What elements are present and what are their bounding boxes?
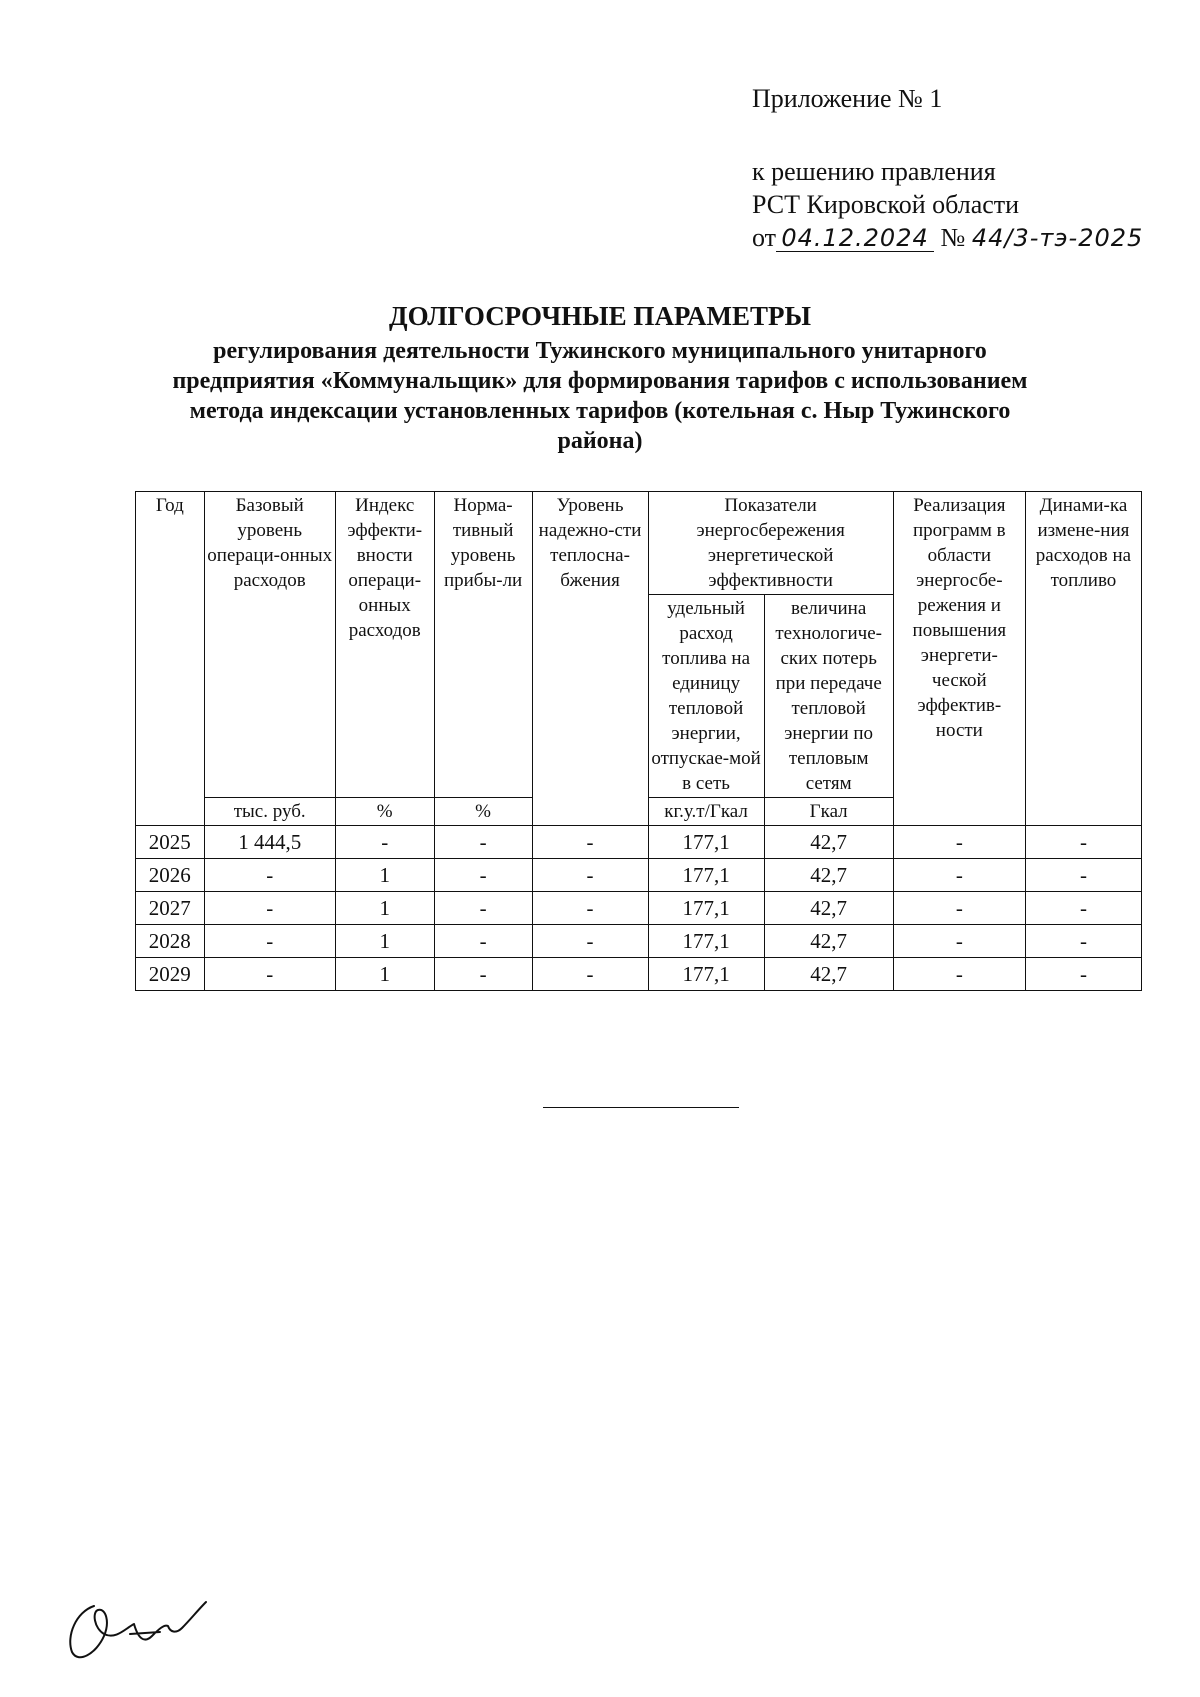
- cell-year: 2029: [136, 958, 205, 991]
- unit-index: %: [335, 798, 434, 826]
- cell-losses: 42,7: [764, 826, 893, 859]
- document-subtitle: регулирования деятельности Тужинского муниципального унитарного предприятия «Коммунальщик» для формирования тарифов с использованием метода индексации установленных тарифов (котельная с. Ныр Тужинского района): [172, 338, 1028, 454]
- cell-reliability: -: [532, 826, 648, 859]
- cell-dynamics: -: [1025, 826, 1141, 859]
- cell-fuel: 177,1: [648, 859, 764, 892]
- cell-base: 1 444,5: [204, 826, 335, 859]
- cell-programs: -: [893, 925, 1025, 958]
- handwritten-date: 04.12.2024: [776, 225, 934, 252]
- cell-index: 1: [335, 925, 434, 958]
- header-energy-indicators: Показатели энергосбережения энергетической эффективности: [648, 492, 893, 595]
- cell-reliability: -: [532, 958, 648, 991]
- cell-base: -: [204, 958, 335, 991]
- cell-year: 2026: [136, 859, 205, 892]
- cell-index: 1: [335, 859, 434, 892]
- cell-profit: -: [434, 958, 532, 991]
- cell-programs: -: [893, 892, 1025, 925]
- cell-dynamics: -: [1025, 859, 1141, 892]
- cell-dynamics: -: [1025, 892, 1141, 925]
- appendix-line-2: РСТ Кировской области: [752, 190, 1020, 219]
- appendix-line-1: к решению правления: [752, 157, 996, 186]
- cell-base: -: [204, 925, 335, 958]
- table-row: [136, 925, 1142, 958]
- header-fuel-dynamics: Динами-ка измене-ния расходов на топливо: [1025, 492, 1141, 826]
- handwritten-signature: [64, 1594, 214, 1669]
- appendix-block: [752, 82, 1162, 254]
- document-heading: [150, 300, 1050, 456]
- header-efficiency-index: Индекс эффекти-вности операци-онных расходов: [335, 492, 434, 798]
- unit-fuel: кг.у.т/Гкал: [648, 798, 764, 826]
- handwritten-number: 44/3-тэ-2025: [971, 224, 1144, 252]
- cell-base: -: [204, 892, 335, 925]
- cell-profit: -: [434, 925, 532, 958]
- table-row: [136, 958, 1142, 991]
- cell-losses: 42,7: [764, 859, 893, 892]
- header-heat-losses: величина технологиче-ских потерь при передаче тепловой энергии по тепловым сетям: [764, 595, 893, 798]
- cell-index: 1: [335, 892, 434, 925]
- cell-losses: 42,7: [764, 925, 893, 958]
- cell-year: 2025: [136, 826, 205, 859]
- table-row: [136, 826, 1142, 859]
- header-programs: Реализация программ в области энергосбе-режения и повышения энергети-ческой эффектив-ности: [893, 492, 1025, 826]
- cell-losses: 42,7: [764, 892, 893, 925]
- appendix-title: Приложение № 1: [752, 84, 943, 113]
- cell-fuel: 177,1: [648, 958, 764, 991]
- number-prefix: №: [940, 223, 966, 252]
- cell-profit: -: [434, 859, 532, 892]
- cell-programs: -: [893, 958, 1025, 991]
- appendix-date-line: [752, 221, 1162, 254]
- cell-year: 2028: [136, 925, 205, 958]
- document-title: ДОЛГОСРОЧНЫЕ ПАРАМЕТРЫ: [389, 301, 811, 331]
- cell-profit: -: [434, 892, 532, 925]
- header-fuel-consumption: удельный расход топлива на единицу тепловой энергии, отпускае-мой в сеть: [648, 595, 764, 798]
- unit-profit: %: [434, 798, 532, 826]
- table-row: [136, 892, 1142, 925]
- header-reliability: Уровень надежно-сти теплосна-бжения: [532, 492, 648, 826]
- cell-dynamics: -: [1025, 925, 1141, 958]
- table-row: [136, 859, 1142, 892]
- cell-losses: 42,7: [764, 958, 893, 991]
- header-year: Год: [136, 492, 205, 826]
- cell-fuel: 177,1: [648, 892, 764, 925]
- cell-fuel: 177,1: [648, 925, 764, 958]
- cell-base: -: [204, 859, 335, 892]
- unit-base: тыс. руб.: [204, 798, 335, 826]
- cell-programs: -: [893, 826, 1025, 859]
- cell-index: 1: [335, 958, 434, 991]
- date-prefix: от: [752, 223, 777, 252]
- signature-scribble: [64, 1594, 214, 1664]
- cell-fuel: 177,1: [648, 826, 764, 859]
- cell-reliability: -: [532, 859, 648, 892]
- cell-profit: -: [434, 826, 532, 859]
- cell-programs: -: [893, 859, 1025, 892]
- parameters-table: [135, 491, 1142, 991]
- cell-dynamics: -: [1025, 958, 1141, 991]
- cell-index: -: [335, 826, 434, 859]
- header-row: [136, 492, 1142, 595]
- cell-reliability: -: [532, 925, 648, 958]
- header-base-opex: Базовый уровень операци-онных расходов: [204, 492, 335, 798]
- separator-line: [543, 1107, 739, 1108]
- cell-year: 2027: [136, 892, 205, 925]
- header-profit-level: Норма-тивный уровень прибы-ли: [434, 492, 532, 798]
- cell-reliability: -: [532, 892, 648, 925]
- unit-losses: Гкал: [764, 798, 893, 826]
